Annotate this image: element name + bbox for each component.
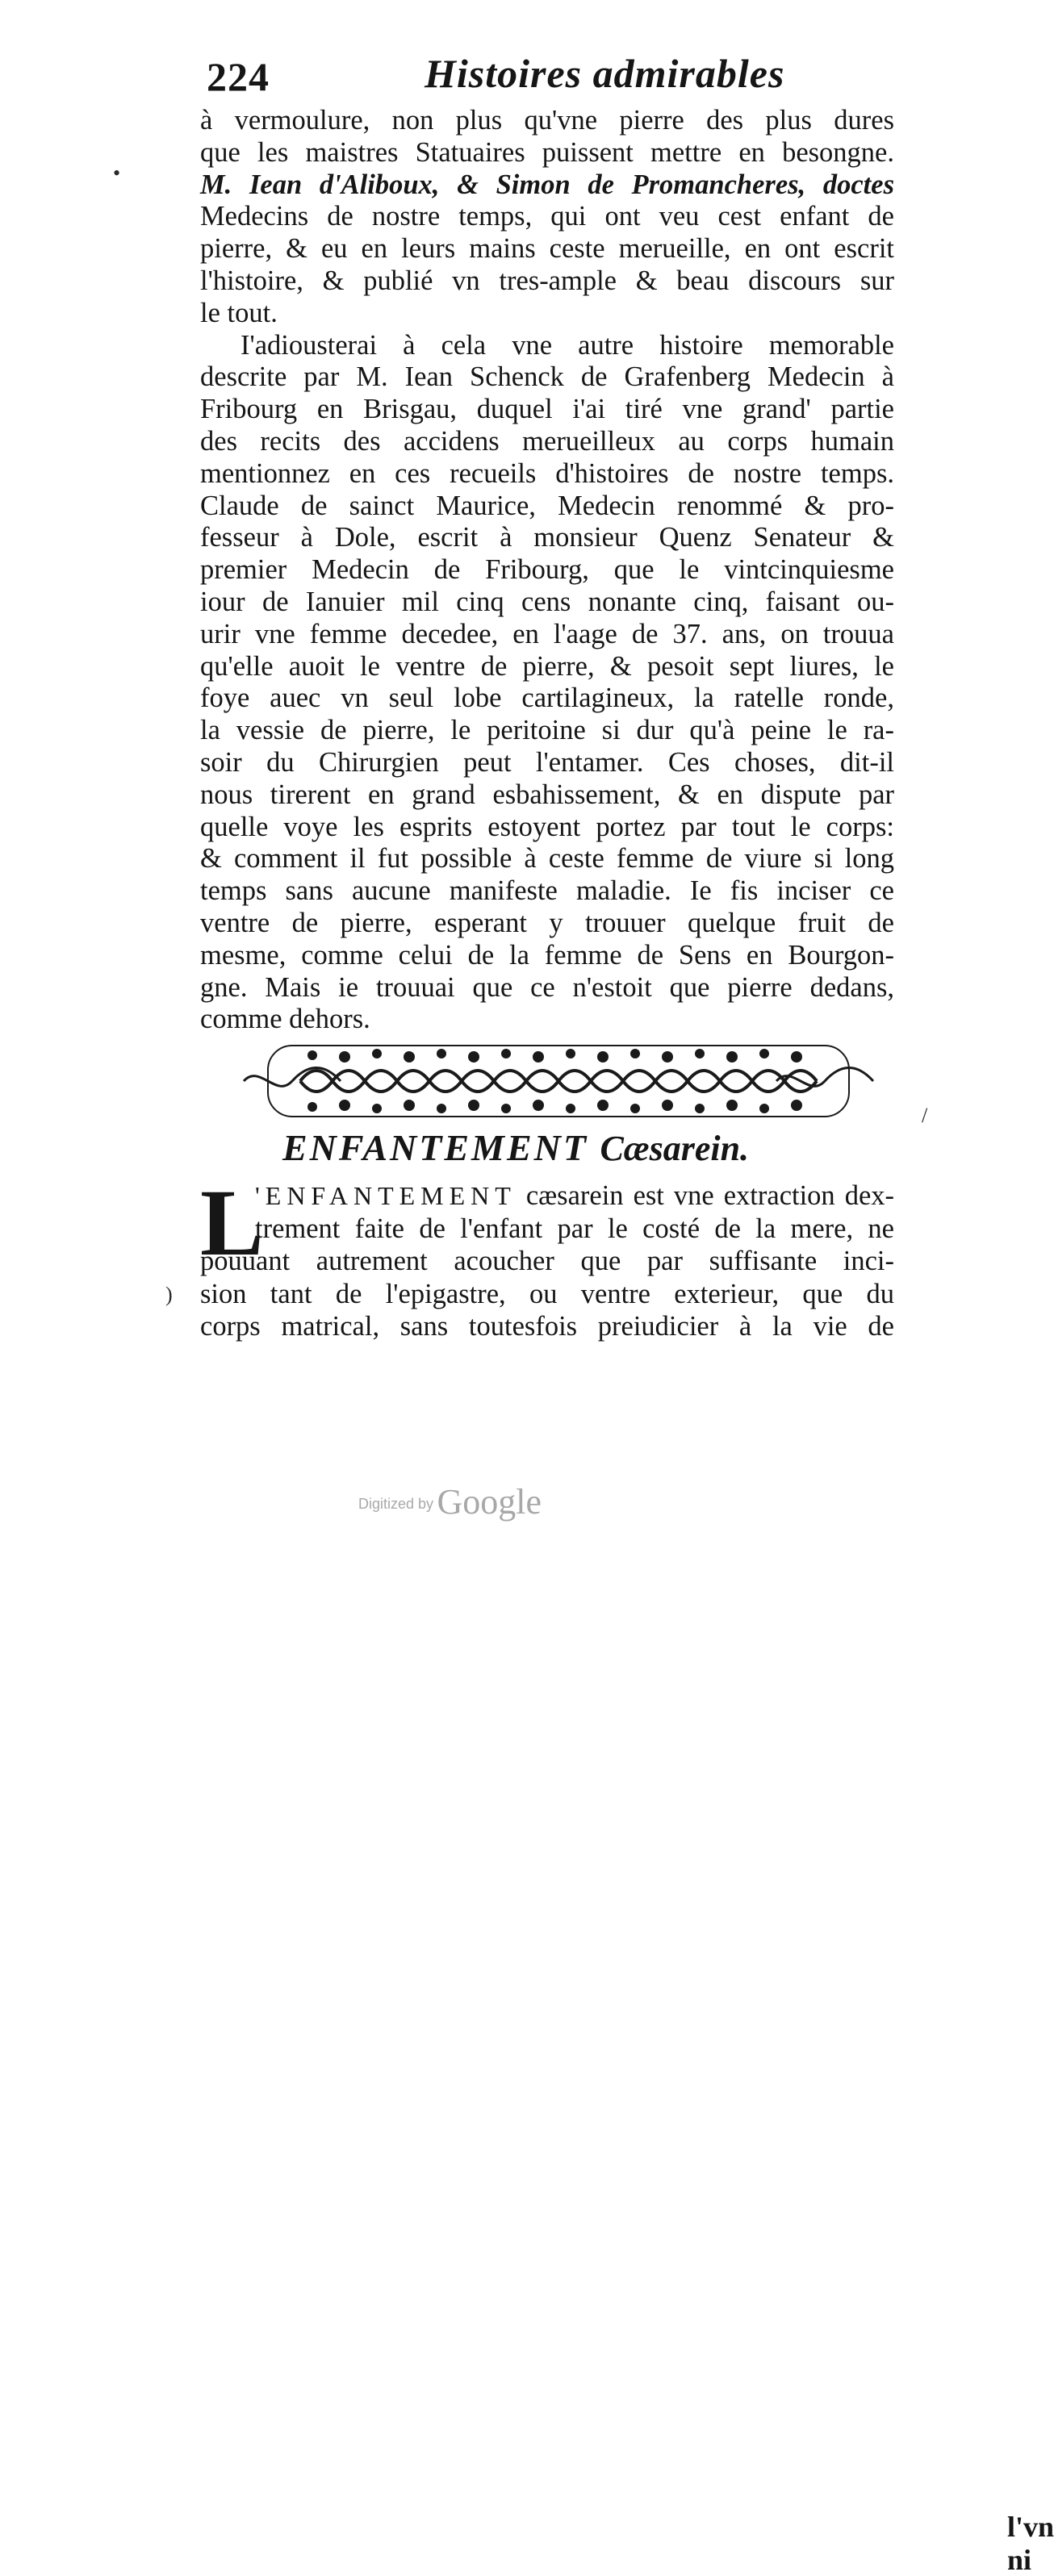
google-wordmark: Google: [437, 1482, 542, 1522]
text-line: I'adiousterai à cela vne autre histoire memorable: [240, 329, 894, 361]
digitized-by-label: Digitized by: [358, 1496, 434, 1512]
text-line: à vermoulure, non plus qu'vne pierre des plus dures: [200, 105, 894, 136]
text-line: des recits des accidens merueilleux au corps humain: [200, 425, 894, 457]
text-line: la vessie de pierre, le peritoine si dur qu'à peine le ra-: [200, 715, 894, 746]
drop-cap: L: [200, 1170, 264, 1275]
text-line: Medecins de nostre temps, qui ont veu cest enfant de: [200, 201, 894, 232]
text-line: ventre de pierre, esperant y trouuer quelque fruit de: [200, 907, 894, 938]
text-line: fesseur à Dole, escrit à monsieur Quenz Senateur &: [200, 522, 894, 553]
paragraph-2: [200, 330, 894, 1037]
text-line: soir du Chirurgien peut l'entamer. Ces choses, dit-il: [200, 746, 894, 778]
text-line-rest: cæsarein est vne extraction dex-: [525, 1180, 895, 1211]
text-line: sion tant de l'epigastre, ou ventre exterieur, que du: [200, 1278, 894, 1309]
text-line: descrite par M. Iean Schenck de Grafenberg Medecin à: [200, 361, 894, 393]
page-header: [207, 50, 901, 103]
text-line: comme dehors.: [200, 1004, 370, 1035]
text-line: pouuant autrement acoucher que par suffisante inci-: [200, 1246, 894, 1276]
text-line: & comment il fut possible à ceste femme de viure si long: [200, 843, 894, 875]
text-line: urir vne femme decedee, en l'aage de 37. ans, on trouua: [200, 618, 894, 649]
text-line: trement faite de l'enfant par le costé de la mere, ne: [255, 1213, 894, 1244]
text-line: gne. Mais ie trouuai que ce n'estoit que pierre dedans,: [200, 971, 894, 1003]
text-line: temps sans aucune manifeste maladie. Ie fis inciser ce: [200, 875, 894, 907]
text-line: Claude de sainct Maurice, Medecin renommé & pro-: [200, 490, 894, 521]
margin-speck: •: [113, 161, 121, 185]
text-line: Fribourg en Brisgau, duquel i'ai tiré vne grand' partie: [200, 394, 894, 425]
text-line: mentionnez en ces recueils d'histoires de nostre temps.: [200, 457, 894, 489]
text-line: que les maistres Statuaires puissent mettre en besongne.: [200, 136, 894, 168]
digitization-watermark: [358, 1481, 542, 1522]
text-line: [200, 1179, 894, 1213]
page-number: 224: [207, 54, 270, 99]
text-line: pierre, & eu en leurs mains ceste merueille, en ont escrit: [200, 233, 894, 265]
body-text: [200, 105, 894, 1036]
text-line: le tout.: [200, 297, 278, 328]
text-line: premier Medecin de Fribourg, que le vintcinquiesme: [200, 554, 894, 586]
text-line: nous tirerent en grand esbahissement, & en dispute par: [200, 779, 894, 810]
margin-speck: ): [165, 1283, 173, 1306]
text-line: corps matrical, sans toutesfois preiudicier à la vie de: [200, 1311, 894, 1342]
section-title-rest: Cæsarein.: [600, 1129, 750, 1168]
text-line: l'histoire, & publié vn tres-ample & beau discours sur: [200, 265, 894, 296]
catchword: l'vn ni: [1007, 2511, 1054, 2576]
text-line: foye auec vn seul lobe cartilagineux, la ratelle ronde,: [200, 683, 894, 714]
margin-speck: /: [922, 1104, 928, 1127]
text-line: qu'elle auoit le ventre de pierre, & pesoit sept liures, le: [200, 650, 894, 682]
section-title-main: ENFANTEMENT: [282, 1127, 588, 1168]
paragraph-1: [200, 105, 894, 330]
text-line: M. Iean d'Aliboux, & Simon de Promancheres, doctes: [200, 169, 894, 200]
first-word: 'ENFANTEMENT: [255, 1181, 517, 1210]
decorative-band-ornament: [236, 1039, 881, 1123]
text-line: mesme, comme celui de la femme de Sens en Bourgon-: [200, 939, 894, 971]
text-line: quelle voye les esprits estoyent portez par tout le corps:: [200, 811, 894, 842]
text-line: iour de Ianuier mil cinq cens nonante cinq, faisant ou-: [200, 586, 894, 617]
running-head: Histoires admirables: [425, 51, 785, 96]
section-title: [282, 1126, 864, 1169]
